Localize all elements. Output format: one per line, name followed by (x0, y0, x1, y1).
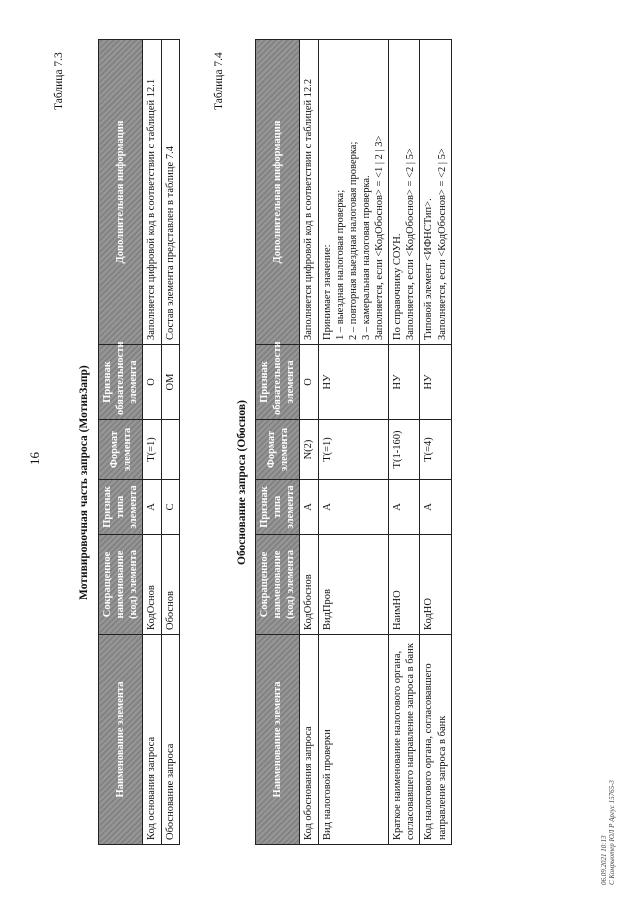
table-row (161, 40, 179, 845)
table-cell: А (389, 480, 420, 535)
table-cell: Обоснов (161, 535, 179, 635)
print-stamp: 06.09.2021 10:13 С Комрьютер ЮЛ Р Аргус 15765-3 (600, 780, 617, 885)
column-header: Признак обязательности элемента (256, 345, 300, 420)
table-cell: Код основания запроса (143, 635, 161, 845)
column-header: Формат элемента (256, 420, 300, 480)
column-header: Наименование элемента (99, 635, 143, 845)
table-cell: А (318, 480, 389, 535)
table-row (420, 40, 451, 845)
table-cell: Код обоснования запроса (300, 635, 318, 845)
table-cell: НУ (420, 345, 451, 420)
column-header: Наименование элемента (256, 635, 300, 845)
column-header: Дополнительная информация (256, 40, 300, 345)
table-cell: Т(=4) (420, 420, 451, 480)
table-7-4-header-row (256, 40, 300, 845)
column-header: Сокращенное наименование (код) элемента (99, 535, 143, 635)
table-cell: КодНО (420, 535, 451, 635)
table-7-3 (98, 39, 180, 845)
table-cell: Код налогового органа, согласовавшего направление запроса в банк (420, 635, 451, 845)
table-cell: НУ (318, 345, 389, 420)
table-cell: КодОснов (143, 535, 161, 635)
table-cell: N(2) (300, 420, 318, 480)
table-7-4-title: Обоснование запроса (Обоснов) (236, 400, 248, 565)
table-cell: Обоснование запроса (161, 635, 179, 845)
table-cell: По справочнику СОУН. Заполняется, если <КодОбоснов> = <2 | 5> (389, 40, 420, 345)
table-7-3-header-row (99, 40, 143, 845)
page-number: 16 (27, 452, 42, 465)
table-cell: НаимНО (389, 535, 420, 635)
table-7-4-label: Таблица 7.4 (213, 52, 225, 110)
column-header: Формат элемента (99, 420, 143, 480)
table-row (389, 40, 420, 845)
column-header: Сокращенное наименование (код) элемента (256, 535, 300, 635)
table-cell: Заполняется цифровой код в соответствии с таблицей 12.2 (300, 40, 318, 345)
table-cell: Т(1-160) (389, 420, 420, 480)
table-cell: Типовой элемент <ИФНСТип>. Заполняется, если <КодОбоснов> = <2 | 5> (420, 40, 451, 345)
table-row (300, 40, 318, 845)
table-7-3-title: Мотивировочная часть запроса (МотивЗапр) (78, 365, 90, 600)
column-header: Признак типа элемента (256, 480, 300, 535)
table-cell: Заполняется цифровой код в соответствии с таблицей 12.1 (143, 40, 161, 345)
column-header: Дополнительная информация (99, 40, 143, 345)
table-cell: Т(=1) (143, 420, 161, 480)
table-cell: О (300, 345, 318, 420)
table-cell: Т(=1) (318, 420, 389, 480)
table-7-4 (255, 39, 452, 845)
table-cell: А (143, 480, 161, 535)
table-cell: А (300, 480, 318, 535)
table-cell: А (420, 480, 451, 535)
table-cell (161, 420, 179, 480)
table-cell: ВидПров (318, 535, 389, 635)
table-cell: Состав элемента представлен в таблице 7.4 (161, 40, 179, 345)
table-cell: С (161, 480, 179, 535)
column-header: Признак обязательности элемента (99, 345, 143, 420)
table-row (143, 40, 161, 845)
column-header: Признак типа элемента (99, 480, 143, 535)
table-cell: Вид налоговой проверки (318, 635, 389, 845)
table-cell: НУ (389, 345, 420, 420)
table-7-3-label: Таблица 7.3 (53, 52, 65, 110)
table-cell: Краткое наименование налогового органа, согласовавшего направление запроса в банк (389, 635, 420, 845)
table-cell: Принимает значение: 1 – выездная налоговая проверка; 2 – повторная выездная налоговая проверка; 3 – камеральная налоговая проверка. Заполняется, если <КодОбоснов> = <1 | 2 | 3> (318, 40, 389, 345)
table-row (318, 40, 389, 845)
table-cell: КодОбоснов (300, 535, 318, 635)
table-cell: О (143, 345, 161, 420)
table-cell: ОМ (161, 345, 179, 420)
